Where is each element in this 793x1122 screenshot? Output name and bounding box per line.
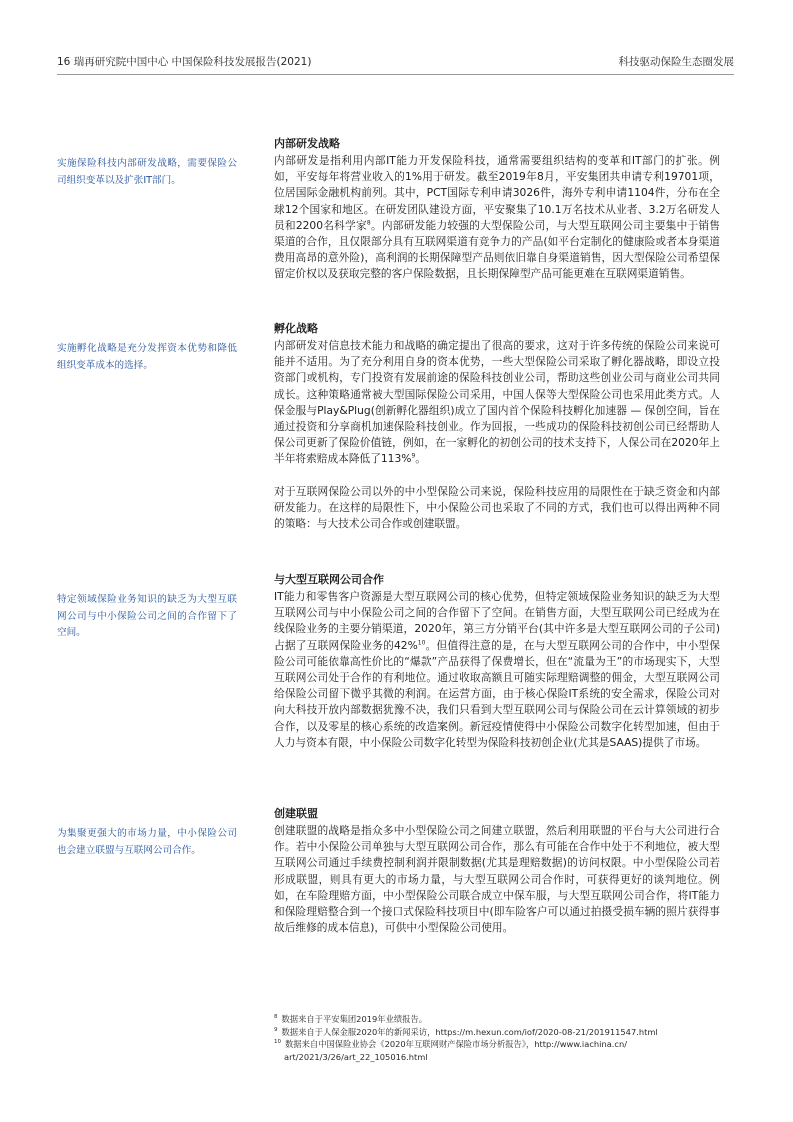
- section-body: [274, 136, 720, 283]
- section-title: 与大型互联网公司合作: [274, 573, 384, 586]
- footnote-continuation: art/2021/3/26/art_22_105016.html: [284, 1051, 428, 1062]
- header-page-title: 16 瑞再研究院中国中心 中国保险科技发展报告(2021): [57, 56, 312, 68]
- header-chapter-title: 科技驱动保险生态圈发展: [618, 56, 734, 68]
- paragraph: 对于互联网保险公司以外的中小型保险公司来说，保险科技应用的局限性在于缺乏资金和内部研发能力。在这样的局限性下，中小保险公司也采取了不同的方式，我们也可以得出两种不同的策略：与大技术公司合作或创建联盟。: [274, 484, 720, 531]
- section-body: [274, 572, 720, 751]
- sidenote: 特定领域保险业务知识的缺乏为大型互联网公司与中小保险公司之间的合作留下了空间。: [57, 594, 237, 638]
- sidenote: 实施孵化战略是充分发挥资本优势和降低组织变革成本的选择。: [57, 343, 237, 371]
- sidenote: 为集聚更强大的市场力量，中小保险公司也会建立联盟与互联网公司合作。: [57, 828, 237, 856]
- footnote-ref: 9: [411, 452, 416, 460]
- footnotes: [274, 1013, 720, 1063]
- footnote: $^{10}$ 数据来自中国保险业协会《2020年互联网财产保险市场分析报告》，http://www.iachina.cn/: [274, 1039, 628, 1050]
- paragraph: 创建联盟的战略是指众多中小型保险公司之间建立联盟，然后利用联盟的平台与大公司进行合作。若中小保险公司单独与大型互联网公司合作，那么有可能在合作中处于不利地位，被大型互联网公司通过手续费控制利润并限制数据(尤其是理赔数据)的访问权限。中小型保险公司若形成联盟，则具有更大的市场力量，与大型互联网公司合作时，可获得更好的谈判地位。例如，在车险理赔方面，中小型保险公司联合成立中保车服，与大型互联网公司合作，将IT能力和保险理赔整合到一个接口式保险科技项目中(即车险客户可以通过拍摄受损车辆的照片获得事故后维修的成本信息)，可供中小型保险公司使用。: [274, 824, 720, 935]
- section-title: 创建联盟: [274, 807, 318, 820]
- header-divider: [57, 74, 734, 75]
- sidenote: 实施保险科技内部研发战略，需要保险公司组织变革以及扩张IT部门。: [57, 158, 237, 186]
- section-title: 孵化战略: [274, 322, 318, 335]
- footnote: $^8$ 数据来自于平安集团2019年业绩报告。: [274, 1014, 428, 1024]
- paragraph: IT能力和零售客户资源是大型互联网公司的核心优势，但特定领域保险业务知识的缺乏为大型互联网公司与中小保险公司之间的合作留下了空间。在销售方面，大型互联网公司已经成为在线保险业务的主要分销渠道，2020年，第三方分销平台(其中许多是大型互联网公司的子公司)占据了互联网保险业务的42%$^{10}$。但值得注意的是，在与大型互联网公司的合作中，中小型保险公司可能依靠高性价比的“爆款”产品获得了保费增长，但在“流量为王”的市场现实下，大型互联网公司处于合作的有利地位。通过收取高额且可随实际理赔调整的佣金，大型互联网公司给保险公司留下微乎其微的利润。在运营方面，由于核心保险IT系统的安全需求，保险公司对向大科技开放内部数据犹豫不决，我们只看到大型互联网公司与保险公司在云计算领域的初步合作，以及零星的核心系统的改造案例。新冠疫情使得中小保险公司数字化转型加速，但由于人力与资本有限，中小保险公司数字化转型为保险科技初创企业(尤其是SAAS)提供了市场。: [274, 590, 720, 749]
- section-body: [274, 321, 720, 532]
- paragraph: 内部研发对信息技术能力和战略的确定提出了很高的要求，这对于许多传统的保险公司来说可能并不适用。为了充分利用自身的资本优势，一些大型保险公司采取了孵化器战略，即设立投资部门或机构，专门投资有发展前途的保险科技创业公司，帮助这些创业公司与商业公司共同成长。这种策略通常被大型国际保险公司采用，中国人保等大型保险公司也采用此类方式。人保金服与Play&Plug(创新孵化器组织)成立了国内首个保险科技孵化加速器 — 保创空间，旨在通过投资和分享商机加速保险科技创业。作为回报，一些成功的保险科技初创公司已经帮助人保公司更新了保险价值链，例如，在一家孵化的初创公司的技术支持下，人保公司在2020年上半年将索赔成本降低了113%$^9$。: [274, 339, 720, 466]
- paragraph: 内部研发是指利用内部IT能力开发保险科技，通常需要组织结构的变革和IT部门的扩张。例如，平安每年将营业收入的1%用于研发。截至2019年8月，平安集团共申请专利19701项，位居国际金融机构前列。其中，PCT国际专利申请3026件，海外专利申请1104件，分布在全球12个国家和地区。在研发团队建设方面，平安聚集了10.1万名技术从业者、3.2万名研发人员和2200名科学家$^8$。内部研发能力较强的大型保险公司，与大型互联网公司主要集中于销售渠道的合作，且仅限部分具有互联网渠道有竞争力的产品(如平台定制化的健康险或者本身渠道费用高昂的意外险)，高利润的长期保障型产品则依旧靠自身渠道销售，因大型保险公司希望保留定价权以及获取完整的客户保险数据，且长期保障型产品可能更难在互联网渠道销售。: [274, 154, 720, 281]
- section-body: [274, 806, 720, 936]
- footnote: $^9$ 数据来自于人保金服2020年的新闻采访，https://m.hexun.com/iof/2020-08-21/201911547.html: [274, 1026, 658, 1037]
- footnote-ref: 8: [366, 219, 371, 227]
- running-header: [57, 48, 734, 70]
- footnote-ref: 10: [417, 639, 426, 647]
- section-title: 内部研发战略: [274, 137, 340, 150]
